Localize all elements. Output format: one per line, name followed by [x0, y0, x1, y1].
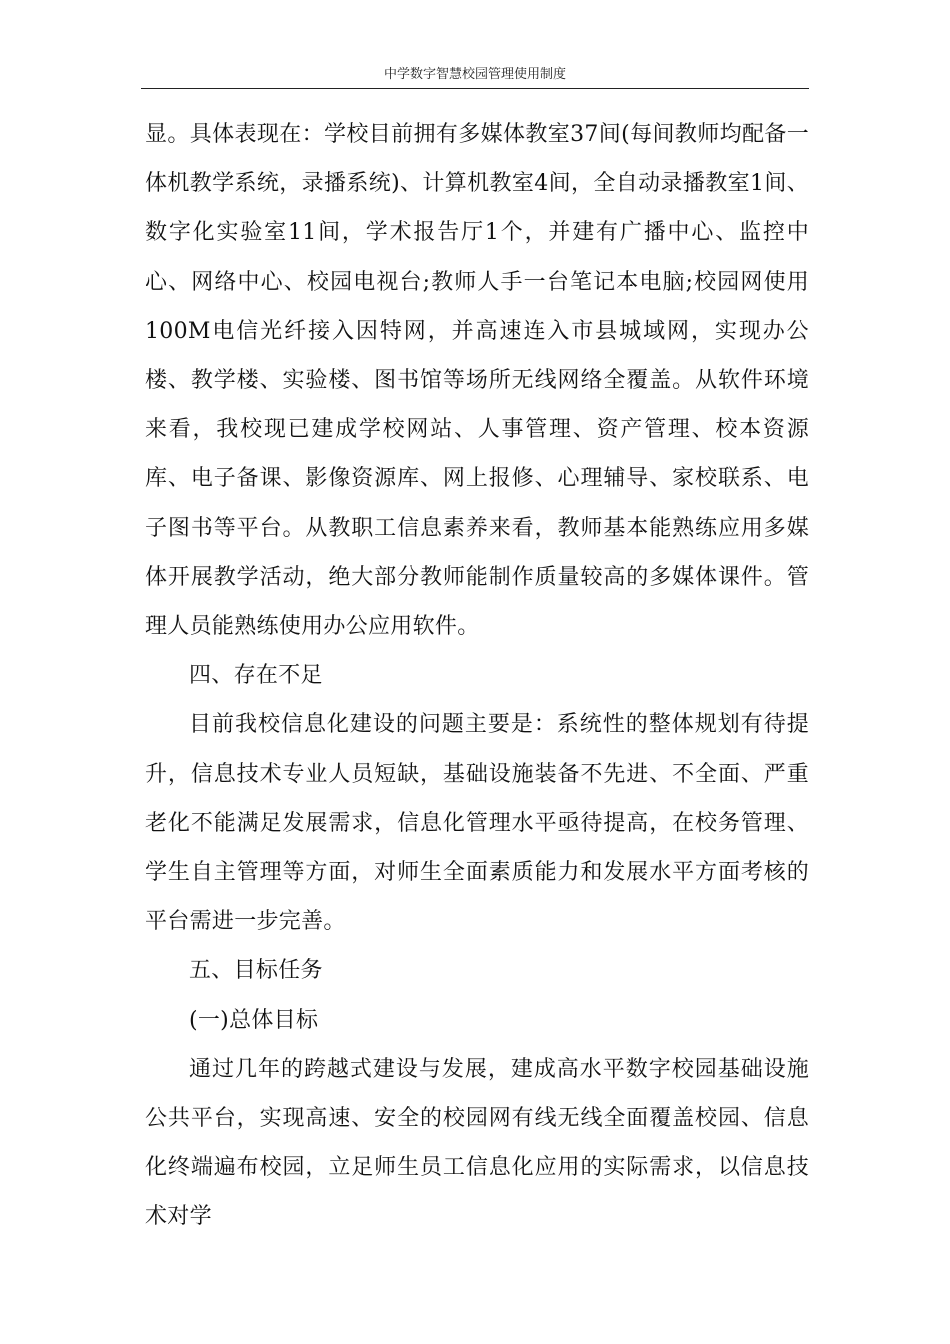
section-heading-goals: 五、目标任务	[189, 958, 323, 984]
header-divider	[141, 88, 809, 89]
document-body	[145, 110, 809, 1242]
paragraph-overall-goal: 通过几年的跨越式建设与发展，建成高水平数字校园基础设施公共平台，实现高速、安全的校园网有线无线全面覆盖校园、信息化终端遍布校园，立足师生员工信息化应用的实际需求，以信息技术对学	[145, 1056, 809, 1230]
page-header-title: 中学数字智慧校园管理使用制度	[383, 67, 566, 82]
paragraph-shortcomings: 目前我校信息化建设的问题主要是：系统性的整体规划有待提升，信息技术专业人员短缺，基础设施装备不先进、不全面、严重老化不能满足发展需求，信息化管理水平亟待提高，在校务管理、学生自主管理等方面，对师生全面素质能力和发展水平方面考核的平台需进一步完善。	[145, 712, 809, 935]
section-heading-shortcomings: 四、存在不足	[189, 663, 323, 689]
subsection-heading-overall-goal: (一)总体目标	[189, 1007, 319, 1033]
paragraph-infrastructure: 显。具体表现在：学校目前拥有多媒体教室37间(每间教师均配备一体机教学系统，录播系统)、计算机教室4间，全自动录播教室1间、数字化实验室11间，学术报告厅1个，并建有广播中心、监控中心、网络中心、校园电视台;教师人手一台笔记本电脑;校园网使用 100M电信光纤接入因特网，并高速连入市县城域网，实现办公楼、教学楼、实验楼、图书馆等场所无线网络全覆盖。从软件环境来看，我校现已建成学校网站、人事管理、资产管理、校本资源库、电子备课、影像资源库、网上报修、心理辅导、家校联系、电子图书等平台。从教职工信息素养来看，教师基本能熟练应用多媒体开展教学活动，绝大部分教师能制作质量较高的多媒体课件。管理人员能熟练使用办公应用软件。	[145, 122, 809, 640]
